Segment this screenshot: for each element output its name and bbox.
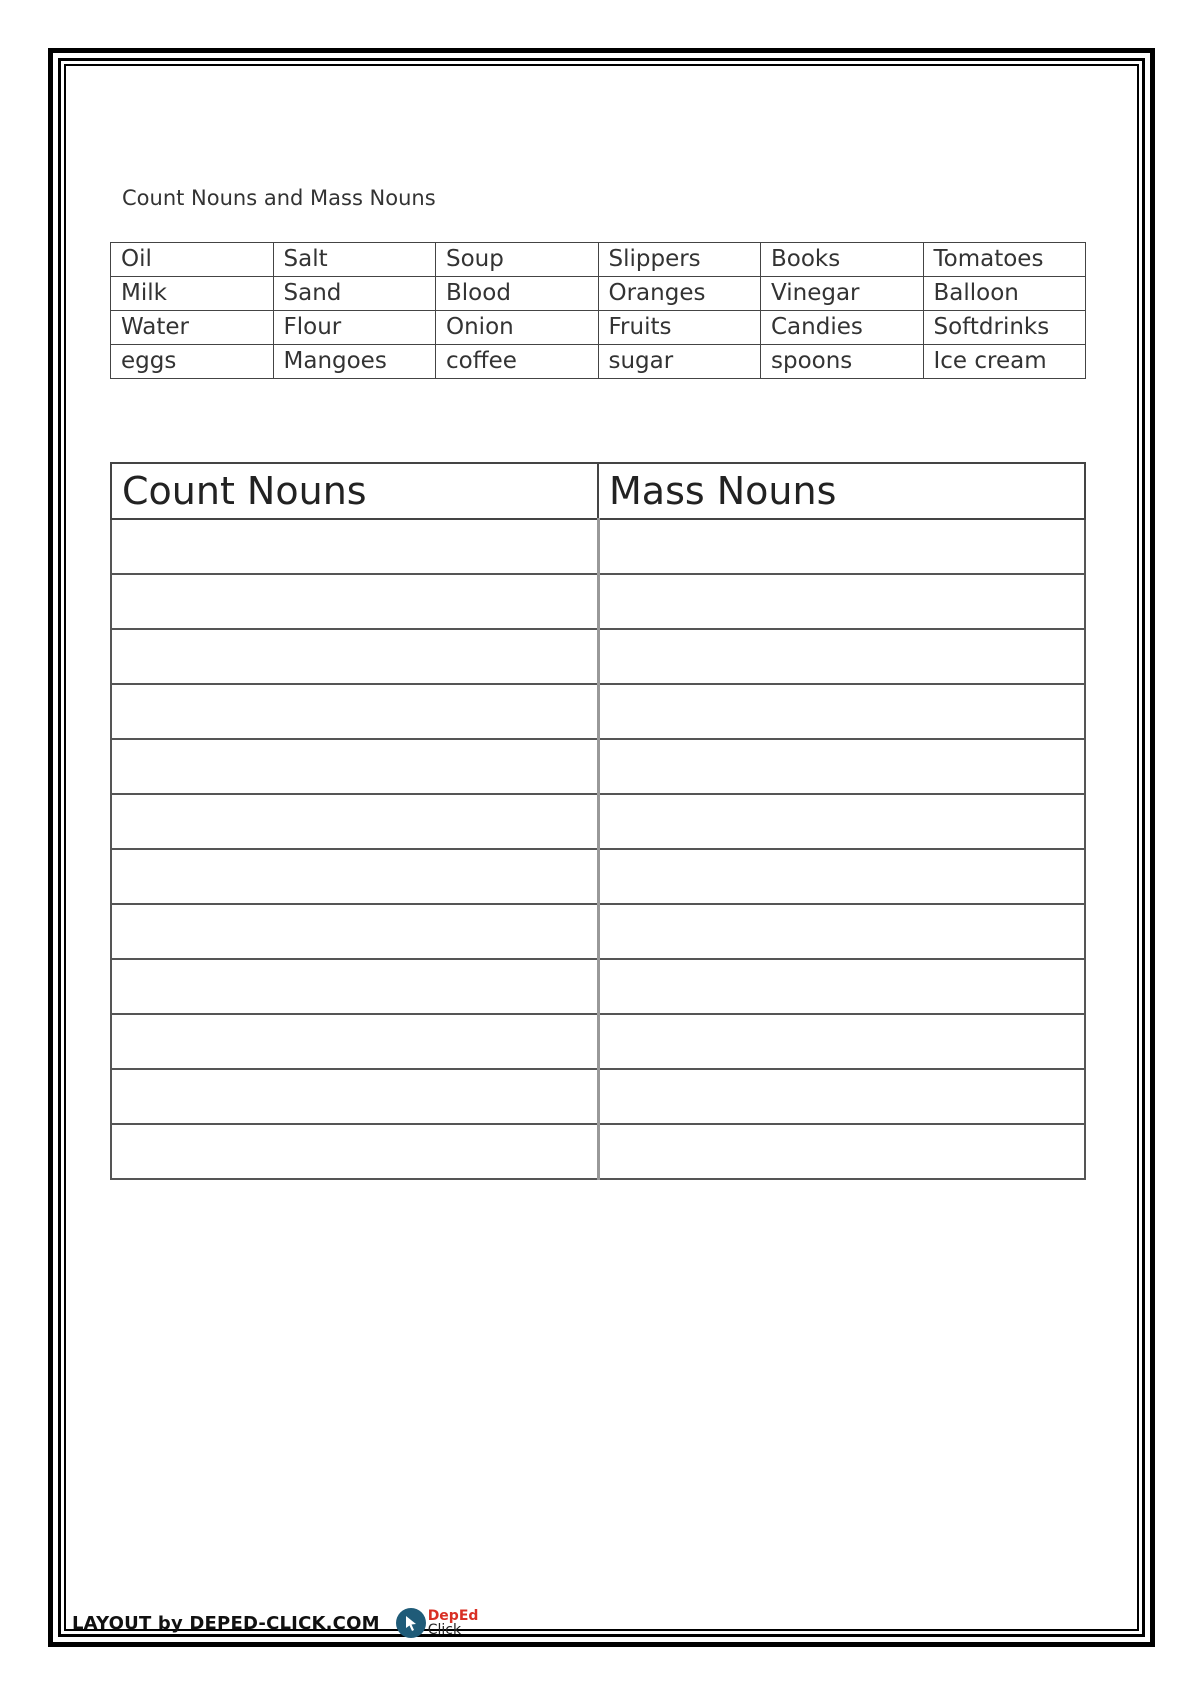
word-cell: Vinegar — [761, 277, 924, 311]
count-noun-answer-cell[interactable] — [111, 849, 598, 904]
word-cell: Onion — [436, 311, 599, 345]
word-cell: Softdrinks — [923, 311, 1086, 345]
mass-noun-answer-cell[interactable] — [598, 629, 1085, 684]
word-cell: Fruits — [598, 311, 761, 345]
word-cell: sugar — [598, 345, 761, 379]
footer-credit: LAYOUT by DEPED-CLICK.COM — [72, 1612, 380, 1634]
mass-noun-answer-cell[interactable] — [598, 1124, 1085, 1179]
answer-row — [111, 574, 1085, 629]
answer-row — [111, 684, 1085, 739]
mass-noun-answer-cell[interactable] — [598, 959, 1085, 1014]
cursor-arrow-icon — [396, 1608, 426, 1638]
answer-row — [111, 959, 1085, 1014]
logo-text-click: Click — [427, 1622, 462, 1638]
answer-row — [111, 629, 1085, 684]
word-cell: Flour — [273, 311, 436, 345]
mass-noun-answer-cell[interactable] — [598, 739, 1085, 794]
word-row — [111, 243, 1086, 277]
word-cell: Oil — [111, 243, 274, 277]
word-cell: Salt — [273, 243, 436, 277]
answer-row — [111, 904, 1085, 959]
mass-noun-answer-cell[interactable] — [598, 794, 1085, 849]
word-cell: Slippers — [598, 243, 761, 277]
word-row — [111, 277, 1086, 311]
deped-click-logo — [396, 1608, 479, 1638]
answer-row — [111, 519, 1085, 574]
mass-nouns-header: Mass Nouns — [598, 463, 1085, 519]
footer — [72, 1608, 478, 1638]
word-cell: Sand — [273, 277, 436, 311]
word-cell: coffee — [436, 345, 599, 379]
word-cell: Oranges — [598, 277, 761, 311]
count-noun-answer-cell[interactable] — [111, 629, 598, 684]
mass-noun-answer-cell[interactable] — [598, 684, 1085, 739]
word-cell: Balloon — [923, 277, 1086, 311]
mass-noun-answer-cell[interactable] — [598, 1014, 1085, 1069]
word-cell: Candies — [761, 311, 924, 345]
count-noun-answer-cell[interactable] — [111, 684, 598, 739]
worksheet-title: Count Nouns and Mass Nouns — [122, 186, 436, 210]
word-cell: eggs — [111, 345, 274, 379]
count-noun-answer-cell[interactable] — [111, 1014, 598, 1069]
mass-noun-answer-cell[interactable] — [598, 519, 1085, 574]
word-cell: Blood — [436, 277, 599, 311]
count-noun-answer-cell[interactable] — [111, 519, 598, 574]
answer-row — [111, 1124, 1085, 1179]
word-row — [111, 311, 1086, 345]
answer-row — [111, 739, 1085, 794]
answer-row — [111, 1014, 1085, 1069]
sorting-table — [110, 462, 1086, 1180]
count-noun-answer-cell[interactable] — [111, 1069, 598, 1124]
word-bank-table — [110, 242, 1086, 379]
word-cell: Mangoes — [273, 345, 436, 379]
word-cell: Soup — [436, 243, 599, 277]
logo-text-deped: DepEd — [427, 1608, 479, 1624]
word-cell: spoons — [761, 345, 924, 379]
answer-row — [111, 849, 1085, 904]
word-cell: Milk — [111, 277, 274, 311]
word-cell: Ice cream — [923, 345, 1086, 379]
mass-noun-answer-cell[interactable] — [598, 904, 1085, 959]
count-nouns-header: Count Nouns — [111, 463, 598, 519]
count-noun-answer-cell[interactable] — [111, 1124, 598, 1179]
count-noun-answer-cell[interactable] — [111, 794, 598, 849]
mass-noun-answer-cell[interactable] — [598, 1069, 1085, 1124]
count-noun-answer-cell[interactable] — [111, 959, 598, 1014]
count-noun-answer-cell[interactable] — [111, 904, 598, 959]
word-cell: Books — [761, 243, 924, 277]
answer-row — [111, 1069, 1085, 1124]
mass-noun-answer-cell[interactable] — [598, 849, 1085, 904]
word-cell: Water — [111, 311, 274, 345]
mass-noun-answer-cell[interactable] — [598, 574, 1085, 629]
answer-row — [111, 794, 1085, 849]
word-row — [111, 345, 1086, 379]
word-cell: Tomatoes — [923, 243, 1086, 277]
count-noun-answer-cell[interactable] — [111, 739, 598, 794]
count-noun-answer-cell[interactable] — [111, 574, 598, 629]
